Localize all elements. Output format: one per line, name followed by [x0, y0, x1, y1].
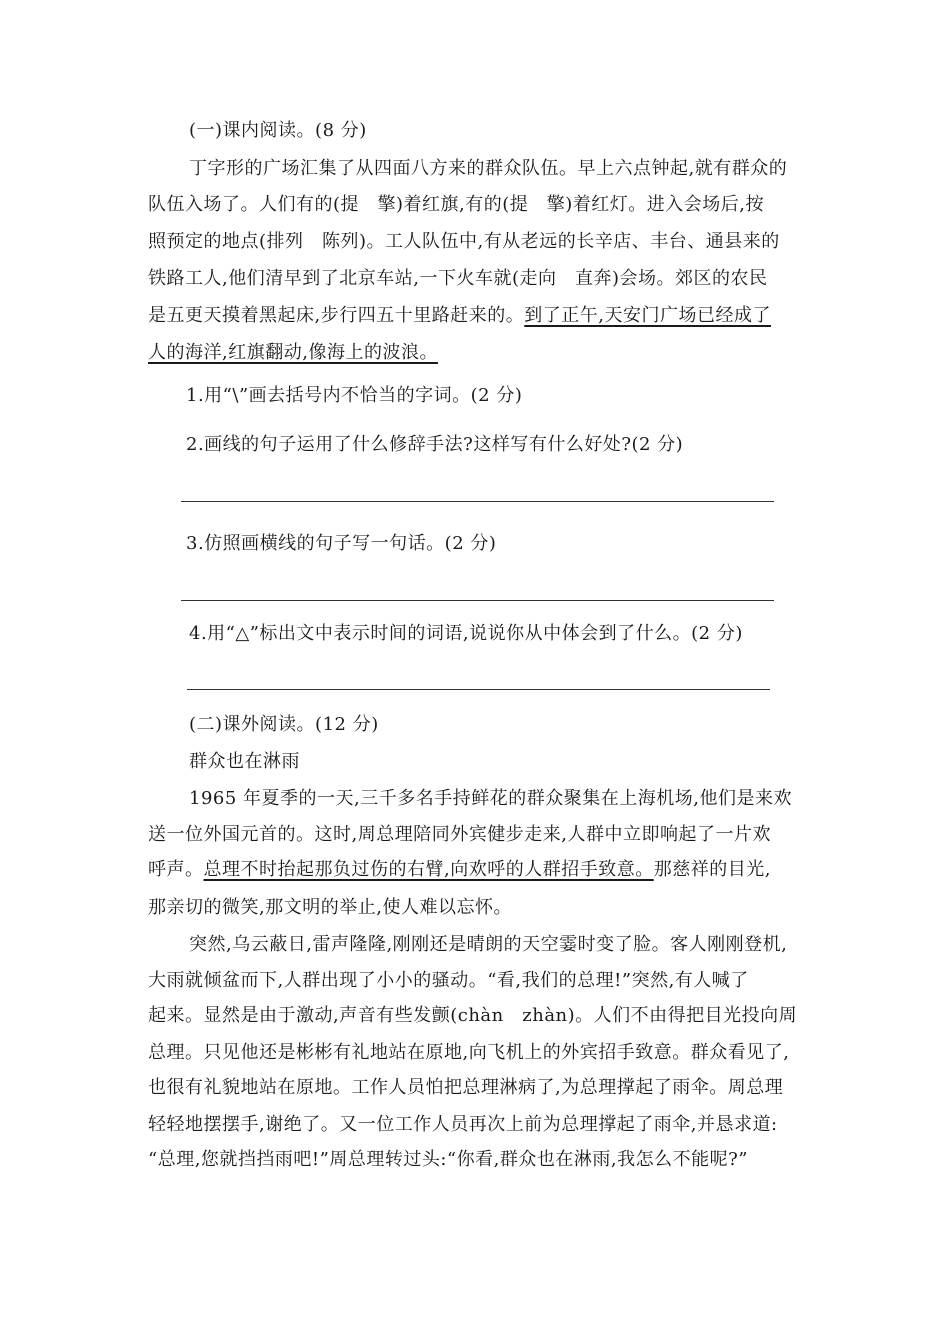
passage1-line: 照预定的地点(排列 陈列)。工人队伍中,有从老远的长辛店、丰台、通县来的	[148, 231, 780, 252]
passage2-line: 突然,乌云蔽日,雷声隆隆,刚刚还是晴朗的天空霎时变了脸。客人刚刚登机,	[189, 934, 788, 955]
question-3: 3.仿照画横线的句子写一句话。(2 分)	[186, 533, 497, 554]
passage1-underlined-sentence-a: 到了正午,天安门广场已经成了	[524, 305, 771, 326]
passage2-line3-plain-a: 呼声。	[148, 859, 204, 880]
passage1-line-6	[148, 341, 438, 365]
passage2-title: 群众也在淋雨	[189, 751, 300, 772]
passage2-line: 也很有礼貌地站在原地。工作人员怕把总理淋病了,为总理撑起了雨伞。周总理	[148, 1077, 784, 1098]
passage2-underlined-sentence: 总理不时抬起那负过伤的右臂,向欢呼的人群招手致意。	[203, 859, 654, 880]
passage2-line: 起来。显然是由于激动,声音有些发颤(chàn zhàn)。人们不由得把目光投向周	[148, 1005, 798, 1026]
section1-heading: (一)课内阅读。(8 分)	[189, 120, 367, 141]
answer-line-q3	[181, 600, 774, 601]
passage2-line: 送一位外国元首的。这时,周总理陪同外宾健步走来,人群中立即响起了一片欢	[148, 824, 771, 845]
passage2-line: “总理,您就挡挡雨吧!”周总理转过头:“你看,群众也在淋雨,我怎么不能呢?”	[148, 1149, 748, 1170]
question-4: 4.用“△”标出文中表示时间的词语,说说你从中体会到了什么。(2 分)	[189, 623, 743, 644]
question-1: 1.用“\”画去括号内不恰当的字词。(2 分)	[186, 385, 523, 406]
passage1-line: 丁字形的广场汇集了从四面八方来的群众队伍。早上六点钟起,就有群众的	[189, 158, 788, 179]
passage1-line-5	[148, 304, 771, 328]
section2-heading: (二)课外阅读。(12 分)	[189, 714, 379, 735]
answer-line-q2	[181, 501, 774, 502]
passage2-line: 轻轻地摆摆手,谢绝了。又一位工作人员再次上前为总理撑起了雨伞,并恳求道:	[148, 1114, 778, 1135]
passage2-line3-plain-b: 那慈祥的目光,	[653, 859, 771, 880]
passage2-line: 大雨就倾盆而下,人群出现了小小的骚动。“看,我们的总理!”突然,有人喊了	[148, 970, 749, 991]
question-2: 2.画线的句子运用了什么修辞手法?这样写有什么好处?(2 分)	[186, 434, 684, 455]
passage2-line: 那亲切的微笑,那文明的举止,使人难以忘怀。	[148, 897, 512, 918]
answer-line-q4	[187, 689, 770, 690]
passage1-line: 铁路工人,他们清早到了北京车站,一下火车就(走向 直奔)会场。郊区的农民	[148, 268, 768, 289]
passage2-line: 总理。只见他还是彬彬有礼地站在原地,向飞机上的外宾招手致意。群众看见了,	[148, 1042, 790, 1063]
passage2-line-3	[148, 858, 771, 882]
passage1-line5-plain: 是五更天摸着黑起床,步行四五十里路赶来的。	[148, 305, 525, 326]
passage2-line: 1965 年夏季的一天,三千多名手持鲜花的群众聚集在上海机场,他们是来欢	[189, 788, 792, 809]
passage1-line: 队伍入场了。人们有的(提 擎)着红旗,有的(提 擎)着红灯。进入会场后,按	[148, 194, 765, 215]
passage1-underlined-sentence-b: 人的海洋,红旗翻动,像海上的波浪。	[148, 342, 438, 363]
